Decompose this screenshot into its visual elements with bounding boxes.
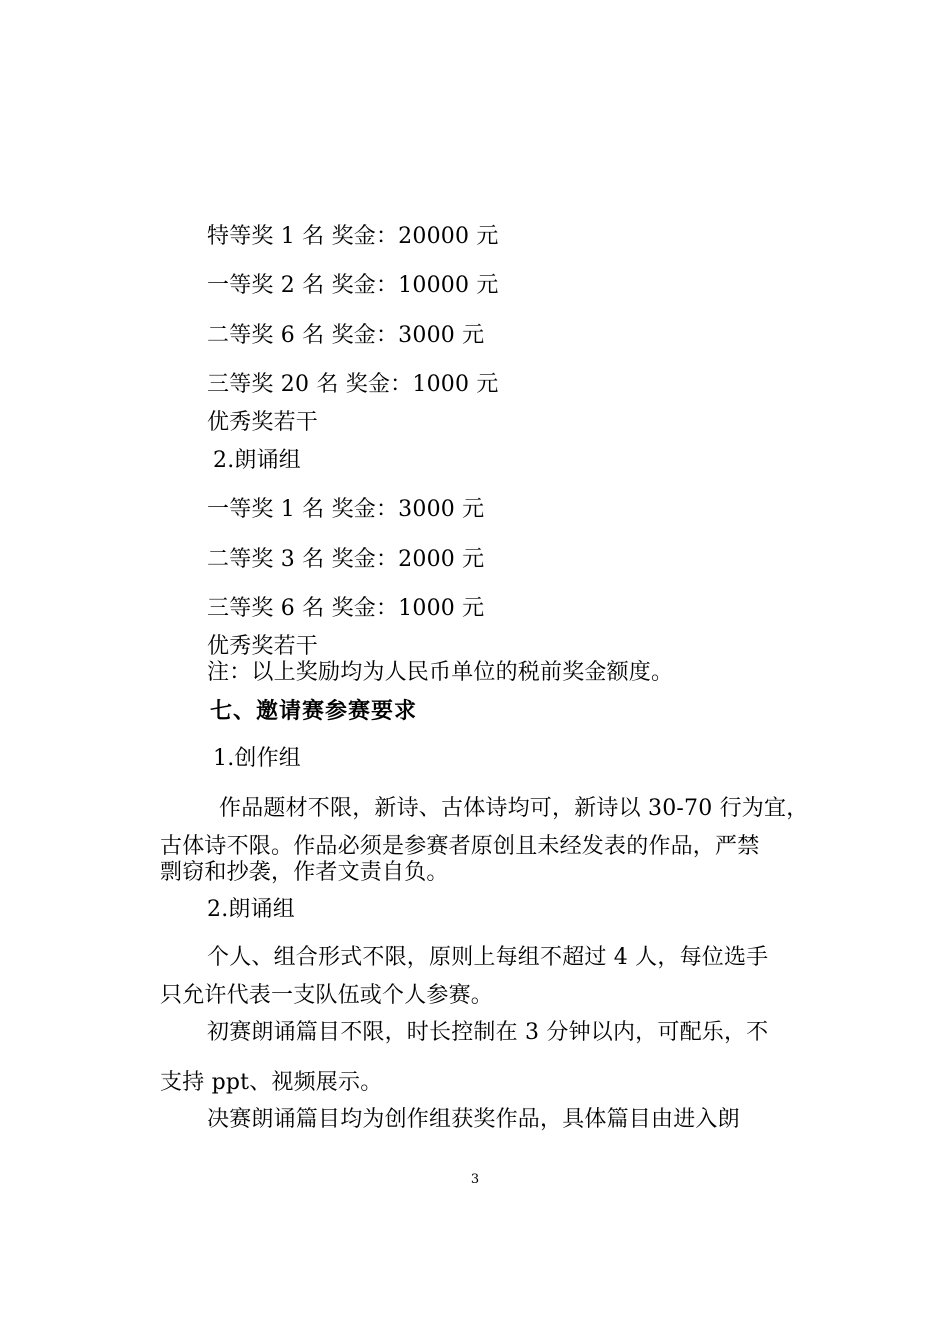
prize-first: 一等奖 2 名 奖金：10000 元 [207, 273, 499, 298]
subsection-recitation: 2.朗诵组 [207, 897, 295, 922]
paragraph-line: 剽窃和抄袭，作者文责自负。 [160, 860, 449, 885]
section-recitation: 2.朗诵组 [213, 448, 301, 473]
recitation-prize-third: 三等奖 6 名 奖金：1000 元 [207, 596, 485, 621]
prize-note: 注：以上奖励均为人民币单位的税前奖金额度。 [207, 660, 674, 685]
prize-excellent: 优秀奖若干 [207, 410, 319, 435]
paragraph-line: 作品题材不限，新诗、古体诗均可，新诗以 30-70 行为宜， [219, 796, 809, 821]
page-number: 3 [470, 1172, 480, 1187]
paragraph-line: 支持 ppt、视频展示。 [160, 1070, 383, 1095]
recitation-prize-excellent: 优秀奖若干 [207, 634, 319, 659]
prize-third: 三等奖 20 名 奖金：1000 元 [207, 372, 499, 397]
paragraph-line: 个人、组合形式不限，原则上每组不超过 4 人，每位选手 [207, 945, 769, 970]
paragraph-line: 初赛朗诵篇目不限，时长控制在 3 分钟以内，可配乐，不 [207, 1020, 769, 1045]
paragraph-line: 决赛朗诵篇目均为创作组获奖作品，具体篇目由进入朗 [207, 1107, 740, 1132]
section-heading: 七、邀请赛参赛要求 [210, 699, 418, 724]
recitation-prize-first: 一等奖 1 名 奖金：3000 元 [207, 497, 485, 522]
prize-special: 特等奖 1 名 奖金：20000 元 [207, 224, 499, 249]
prize-second: 二等奖 6 名 奖金：3000 元 [207, 323, 485, 348]
paragraph-line: 古体诗不限。作品必须是参赛者原创且未经发表的作品，严禁 [160, 834, 760, 859]
paragraph-line: 只允许代表一支队伍或个人参赛。 [160, 983, 494, 1008]
subsection-creation: 1.创作组 [213, 746, 301, 771]
recitation-prize-second: 二等奖 3 名 奖金：2000 元 [207, 547, 485, 572]
